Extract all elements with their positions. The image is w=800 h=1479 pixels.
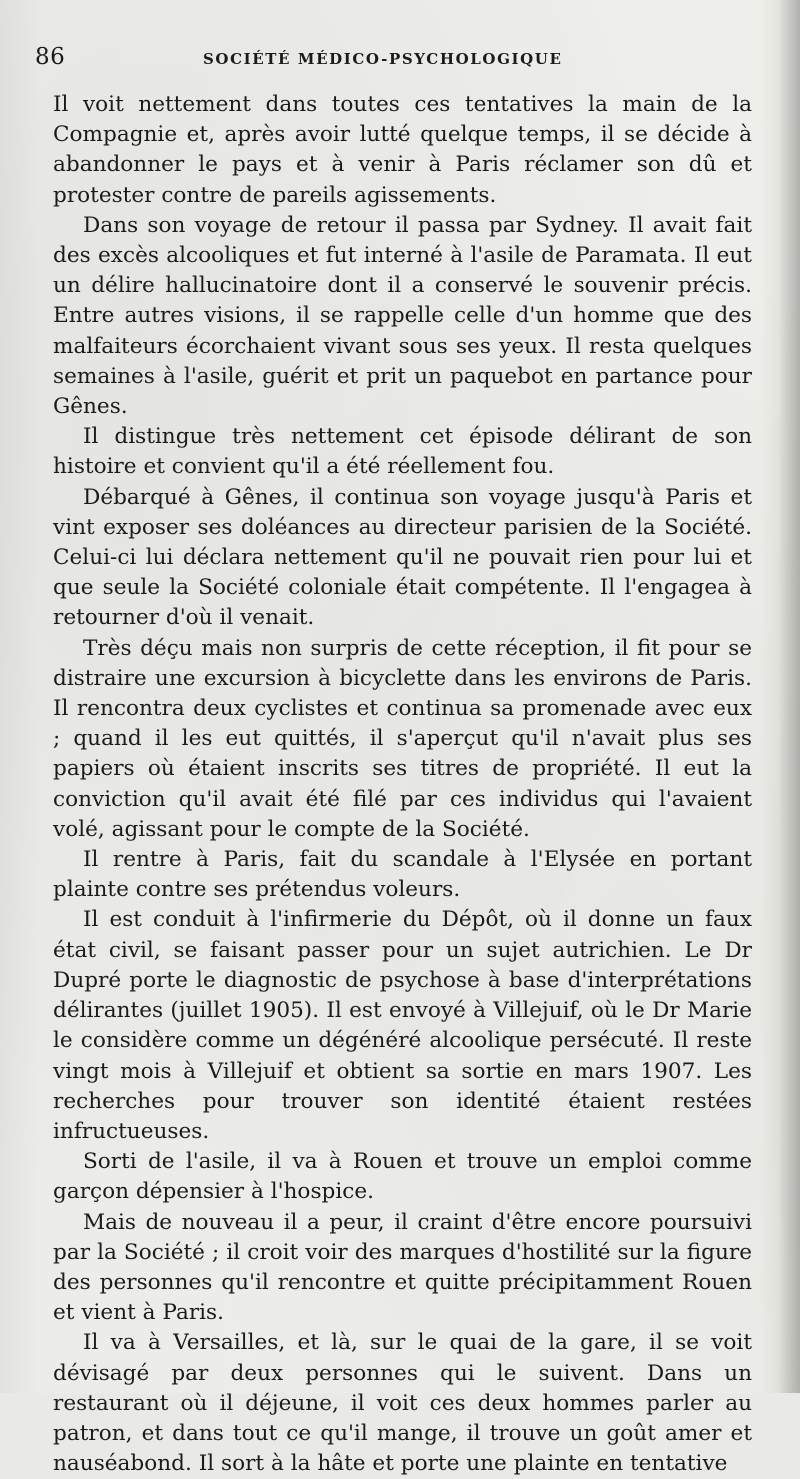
paragraph: Il va à Versailles, et là, sur le quai de la gare, il se voit dévisagé par deux personnes qui le suivent. Dans un restaurant où il déjeune, il voit ces deux hommes parler au patron, et dans tout ce qu'il mange, il trouve un goût amer et nauséabond. Il sort à la hâte et porte une plainte en tentative (53, 1330, 752, 1477)
page-number: 86 (35, 44, 66, 70)
running-head (35, 44, 752, 78)
running-title: SOCIÉTÉ MÉDICO-PSYCHOLOGIQUE (203, 50, 563, 68)
paragraph: Mais de nouveau il a peur, il craint d'être encore poursuivi par la Société ; il croit voir des marques d'hostilité sur la figure des personnes qu'il rencontre et quitte précipitamment Rouen et vient à Paris. (53, 1209, 752, 1326)
paragraph: Dans son voyage de retour il passa par Sydney. Il avait fait des excès alcooliques et fut interné à l'asile de Paramata. Il eut un délire hallucinatoire dont il a conservé le souvenir précis. Entre autres visions, il se rappelle celle d'un homme que des malfaiteurs écorchaient vivant sous ses yeux. Il resta quelques semaines à l'asile, guérit et prit un paquebot en partance pour Gênes. (53, 212, 752, 420)
paragraph: Débarqué à Gênes, il continua son voyage jusqu'à Paris et vint exposer ses doléances au directeur parisien de la Société. Celui-ci lui déclara nettement qu'il ne pouvait rien pour lui et que seule la Société coloniale était compétente. Il l'engagea à retourner d'où il venait. (53, 484, 752, 631)
paragraph: Sorti de l'asile, il va à Rouen et trouve un emploi comme garçon dépensier à l'hospice. (53, 1149, 752, 1205)
paragraph: Très déçu mais non surpris de cette réception, il fit pour se distraire une excursion à bicyclette dans les environs de Paris. Il rencontra deux cyclistes et continua sa promenade avec eux ; quand il les eut quittés, il s'aperçut qu'il n'avait plus ses papiers où étaient inscrits ses titres de propriété. Il eut la conviction qu'il avait été filé par ces individus qui l'avaient volé, agissant pour le compte de la Société. (53, 635, 752, 842)
paragraph: Il distingue très nettement cet épisode délirant de son histoire et convient qu'il a été réellement fou. (53, 424, 752, 480)
paragraph: Il rentre à Paris, fait du scandale à l'Elysée en portant plainte contre ses prétendus voleurs. (53, 847, 752, 903)
body-text (53, 90, 752, 1479)
paragraph: Il est conduit à l'infirmerie du Dépôt, où il donne un faux état civil, se faisant passer pour un sujet autrichien. Le Dr Dupré porte le diagnostic de psychose à base d'interprétations délirantes (juillet 1905). Il est envoyé à Villejuif, où le Dr Marie le considère comme un dégénéré alcoolique persécuté. Il reste vingt mois à Villejuif et obtient sa sortie en mars 1907. Les recherches pour trouver son identité étaient restées infructueuses. (53, 907, 752, 1144)
paragraph: Il voit nettement dans toutes ces tentatives la main de la Compagnie et, après avoir lutté quelque temps, il se décide à abandonner le pays et à venir à Paris réclamer son dû et protester contre de pareils agissements. (53, 92, 752, 208)
